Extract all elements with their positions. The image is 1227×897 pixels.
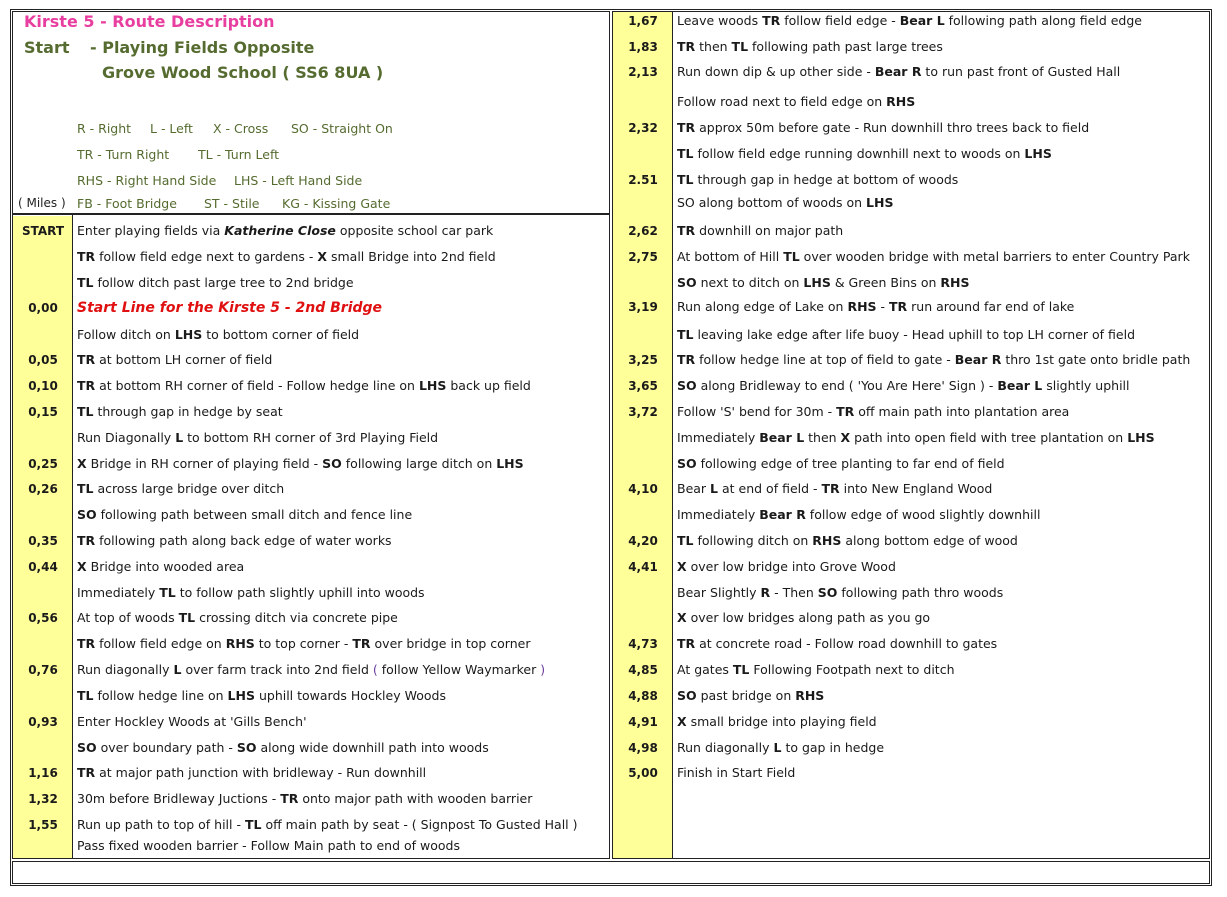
page-title: Kirste 5 - Route Description: [24, 12, 275, 31]
instruction-cell: TR approx 50m before gate - Run downhill thro trees back to field: [677, 120, 1090, 135]
instruction-cell: X over low bridge into Grove Wood: [677, 559, 896, 574]
instruction-cell: TL follow hedge line on LHS uphill towards Hockley Woods: [77, 688, 446, 703]
instruction-cell: TL through gap in hedge by seat: [77, 404, 283, 419]
start-location-line1: - Playing Fields Opposite: [90, 38, 315, 57]
instruction-cell: Leave woods TR follow field edge - Bear L following path along field edge: [677, 13, 1142, 28]
distance-cell: 3,25: [628, 353, 658, 367]
key-item: ST - Stile: [204, 196, 260, 211]
instruction-cell: TR at concrete road - Follow road downhill to gates: [677, 636, 998, 651]
instruction-cell: Finish in Start Field: [677, 765, 796, 780]
miles-label: ( Miles ): [18, 196, 66, 210]
left-column-divider: [72, 215, 73, 859]
instruction-cell: SO next to ditch on LHS & Green Bins on RHS: [677, 275, 970, 290]
header-separator: [12, 213, 610, 215]
start-location-line2: Grove Wood School ( SS6 8UA ): [102, 63, 384, 82]
instruction-cell: TL leaving lake edge after life buoy - Head uphill to top LH corner of field: [677, 327, 1136, 342]
distance-cell: 0,15: [28, 405, 58, 419]
distance-cell: 4,10: [628, 482, 658, 496]
distance-cell: 1,32: [28, 792, 58, 806]
key-item: L - Left: [150, 121, 193, 136]
instruction-cell: Immediately Bear R follow edge of wood slightly downhill: [677, 507, 1041, 522]
instruction-cell: Run down dip & up other side - Bear R to run past front of Gusted Hall: [677, 64, 1121, 79]
instruction-cell: TL across large bridge over ditch: [77, 481, 285, 496]
distance-cell: 0,76: [28, 663, 58, 677]
instruction-cell: X over low bridges along path as you go: [677, 610, 931, 625]
distance-cell: 4,85: [628, 663, 658, 677]
instruction-cell: SO along bottom of woods on LHS: [677, 195, 894, 210]
instruction-cell: TR follow field edge on RHS to top corner - TR over bridge in top corner: [77, 636, 531, 651]
distance-cell: 4,73: [628, 637, 658, 651]
distance-cell: 1,16: [28, 766, 58, 780]
instruction-cell: TR follow field edge next to gardens - X small Bridge into 2nd field: [77, 249, 496, 264]
start-label: Start: [24, 38, 70, 57]
instruction-cell: Immediately Bear L then X path into open field with tree plantation on LHS: [677, 430, 1155, 445]
instruction-cell: Run along edge of Lake on RHS - TR run around far end of lake: [677, 299, 1075, 314]
distance-cell: 3,65: [628, 379, 658, 393]
instruction-cell: At top of woods TL crossing ditch via concrete pipe: [77, 610, 398, 625]
instruction-cell: SO past bridge on RHS: [677, 688, 825, 703]
instruction-cell: SO following path between small ditch and fence line: [77, 507, 413, 522]
instruction-cell: TL follow ditch past large tree to 2nd bridge: [77, 275, 354, 290]
instruction-cell: X small bridge into playing field: [677, 714, 877, 729]
instruction-cell: 30m before Bridleway Juctions - TR onto major path with wooden barrier: [77, 791, 533, 806]
key-item: TL - Turn Left: [198, 147, 280, 162]
instruction-cell: Pass fixed wooden barrier - Follow Main path to end of woods: [77, 838, 460, 853]
distance-cell: 0,93: [28, 715, 58, 729]
distance-cell: 4,88: [628, 689, 658, 703]
instruction-cell: Run Diagonally L to bottom RH corner of 3rd Playing Field: [77, 430, 439, 445]
key-item: LHS - Left Hand Side: [234, 173, 363, 188]
instruction-cell: At bottom of Hill TL over wooden bridge with metal barriers to enter Country Park: [677, 249, 1190, 264]
distance-cell: 3,19: [628, 300, 658, 314]
right-column-divider: [672, 11, 673, 859]
distance-cell: 1,55: [28, 818, 58, 832]
instruction-cell: SO following edge of tree planting to far end of field: [677, 456, 1005, 471]
instruction-cell: TL following ditch on RHS along bottom edge of wood: [677, 533, 1018, 548]
instruction-cell: Run up path to top of hill - TL off main path by seat - ( Signpost To Gusted Hall ): [77, 817, 578, 832]
instruction-cell: SO along Bridleway to end ( 'You Are Here' Sign ) - Bear L slightly uphill: [677, 378, 1130, 393]
key-item: SO - Straight On: [291, 121, 393, 136]
distance-cell: 0,26: [28, 482, 58, 496]
distance-cell: 0,25: [28, 457, 58, 471]
distance-cell: 2,75: [628, 250, 658, 264]
instruction-cell: Start Line for the Kirste 5 - 2nd Bridge: [77, 300, 383, 316]
distance-cell: 0,35: [28, 534, 58, 548]
instruction-cell: TR at bottom RH corner of field - Follow hedge line on LHS back up field: [77, 378, 531, 393]
instruction-cell: TR then TL following path past large trees: [677, 39, 943, 54]
key-item: RHS - Right Hand Side: [77, 173, 217, 188]
distance-cell: 2,13: [628, 65, 658, 79]
instruction-cell: TR follow hedge line at top of field to gate - Bear R thro 1st gate onto bridle path: [677, 352, 1191, 367]
instruction-cell: TL follow field edge running downhill next to woods on LHS: [677, 146, 1052, 161]
instruction-cell: Follow 'S' bend for 30m - TR off main path into plantation area: [677, 404, 1070, 419]
key-item: TR - Turn Right: [77, 147, 170, 162]
distance-cell: 4,20: [628, 534, 658, 548]
instruction-cell: Follow road next to field edge on RHS: [677, 94, 916, 109]
instruction-cell: Bear L at end of field - TR into New England Wood: [677, 481, 993, 496]
key-item: R - Right: [77, 121, 132, 136]
distance-cell: 0,44: [28, 560, 58, 574]
distance-cell: START: [21, 224, 65, 238]
distance-cell: 0,10: [28, 379, 58, 393]
distance-cell: 0,56: [28, 611, 58, 625]
distance-cell: 1,67: [628, 14, 658, 28]
footer-row: [12, 861, 1210, 884]
instruction-cell: Enter playing fields via Katherine Close opposite school car park: [77, 223, 494, 238]
instruction-cell: Run diagonally L to gap in hedge: [677, 740, 885, 755]
distance-cell: 4,91: [628, 715, 658, 729]
instruction-cell: Run diagonally L over farm track into 2nd field ( follow Yellow Waymarker ): [77, 662, 546, 677]
instruction-cell: TR following path along back edge of water works: [77, 533, 392, 548]
distance-cell: 0,05: [28, 353, 58, 367]
distance-cell: 2.51: [628, 173, 658, 187]
instruction-cell: Bear Slightly R - Then SO following path thro woods: [677, 585, 1004, 600]
instruction-cell: TR at bottom LH corner of field: [77, 352, 273, 367]
key-item: KG - Kissing Gate: [282, 196, 391, 211]
instruction-cell: Enter Hockley Woods at 'Gills Bench': [77, 714, 307, 729]
distance-cell: 3,72: [628, 405, 658, 419]
instruction-cell: X Bridge into wooded area: [77, 559, 245, 574]
instruction-cell: TR downhill on major path: [677, 223, 844, 238]
distance-cell: 4,41: [628, 560, 658, 574]
instruction-cell: At gates TL Following Footpath next to ditch: [677, 662, 955, 677]
distance-cell: 5,00: [628, 766, 658, 780]
instruction-cell: Immediately TL to follow path slightly uphill into woods: [77, 585, 425, 600]
instruction-cell: X Bridge in RH corner of playing field - SO following large ditch on LHS: [77, 456, 524, 471]
instruction-cell: SO over boundary path - SO along wide downhill path into woods: [77, 740, 489, 755]
key-item: X - Cross: [213, 121, 269, 136]
distance-cell: 4,98: [628, 741, 658, 755]
distance-cell: 2,62: [628, 224, 658, 238]
instruction-cell: TR at major path junction with bridleway - Run downhill: [77, 765, 427, 780]
instruction-cell: Follow ditch on LHS to bottom corner of field: [77, 327, 360, 342]
distance-cell: 0,00: [28, 301, 58, 315]
instruction-cell: TL through gap in hedge at bottom of woods: [677, 172, 959, 187]
distance-cell: 1,83: [628, 40, 658, 54]
key-item: FB - Foot Bridge: [77, 196, 177, 211]
distance-cell: 2,32: [628, 121, 658, 135]
